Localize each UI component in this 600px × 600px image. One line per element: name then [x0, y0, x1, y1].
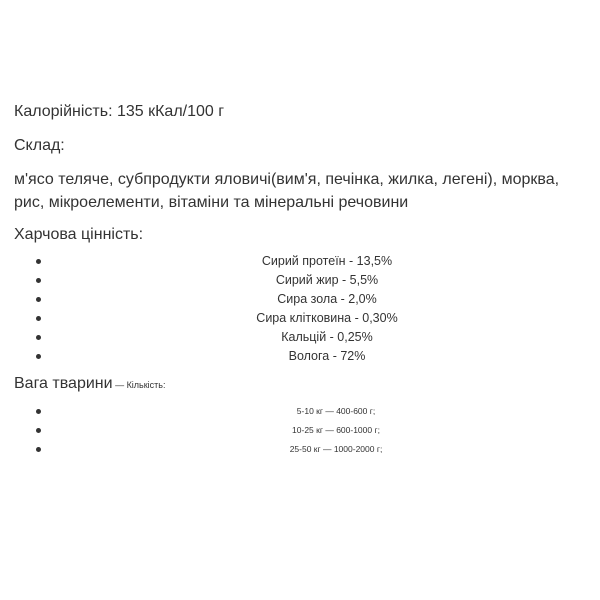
list-item: [0, 252, 600, 271]
nutrition-item-text: Кальцій - 0,25%: [281, 330, 373, 344]
nutrition-item-text: Волога - 72%: [288, 349, 366, 363]
nutrition-heading: Харчова цінність:: [14, 226, 144, 243]
nutrition-item-text: Сира клітковина - 0,30%: [256, 311, 398, 325]
bullet-icon: [36, 297, 41, 302]
weight-list: [0, 402, 600, 459]
list-item: [0, 402, 600, 421]
weight-item-text: 5-10 кг — 400-600 г;: [296, 406, 376, 416]
bullet-icon: [36, 335, 41, 340]
list-item: [0, 328, 600, 347]
weight-item-text: 25-50 кг — 1000-2000 г;: [289, 444, 383, 454]
nutrition-list: [0, 252, 600, 366]
composition-heading: Склад:: [14, 137, 65, 154]
list-item: [0, 271, 600, 290]
composition-text-line-1: м'ясо теляче, субпродукти яловичі(вим'я, печінка, жилка, легені), морква,: [14, 171, 560, 188]
calories-text: Калорійність: 135 кКал/100 г: [14, 103, 225, 120]
weight-heading-text: Вага тварини: [14, 375, 113, 392]
bullet-icon: [36, 316, 41, 321]
list-item: [0, 309, 600, 328]
bullet-icon: [36, 278, 41, 283]
list-item: [0, 421, 600, 440]
weight-heading: [14, 374, 166, 395]
bullet-icon: [36, 259, 41, 264]
list-item: [0, 347, 600, 366]
bullet-icon: [36, 354, 41, 359]
nutrition-item-text: Сирий протеїн - 13,5%: [261, 254, 393, 268]
nutrition-item-text: Сирий жир - 5,5%: [275, 273, 379, 287]
list-item: [0, 440, 600, 459]
list-item: [0, 290, 600, 309]
weight-subheading-text: — Кількість:: [112, 380, 166, 390]
composition-text-line-2: рис, мікроелементи, вітаміни та мінеральні речовини: [14, 194, 409, 211]
nutrition-item-text: Сира зола - 2,0%: [277, 292, 377, 306]
weight-item-text: 10-25 кг — 600-1000 г;: [292, 425, 380, 435]
